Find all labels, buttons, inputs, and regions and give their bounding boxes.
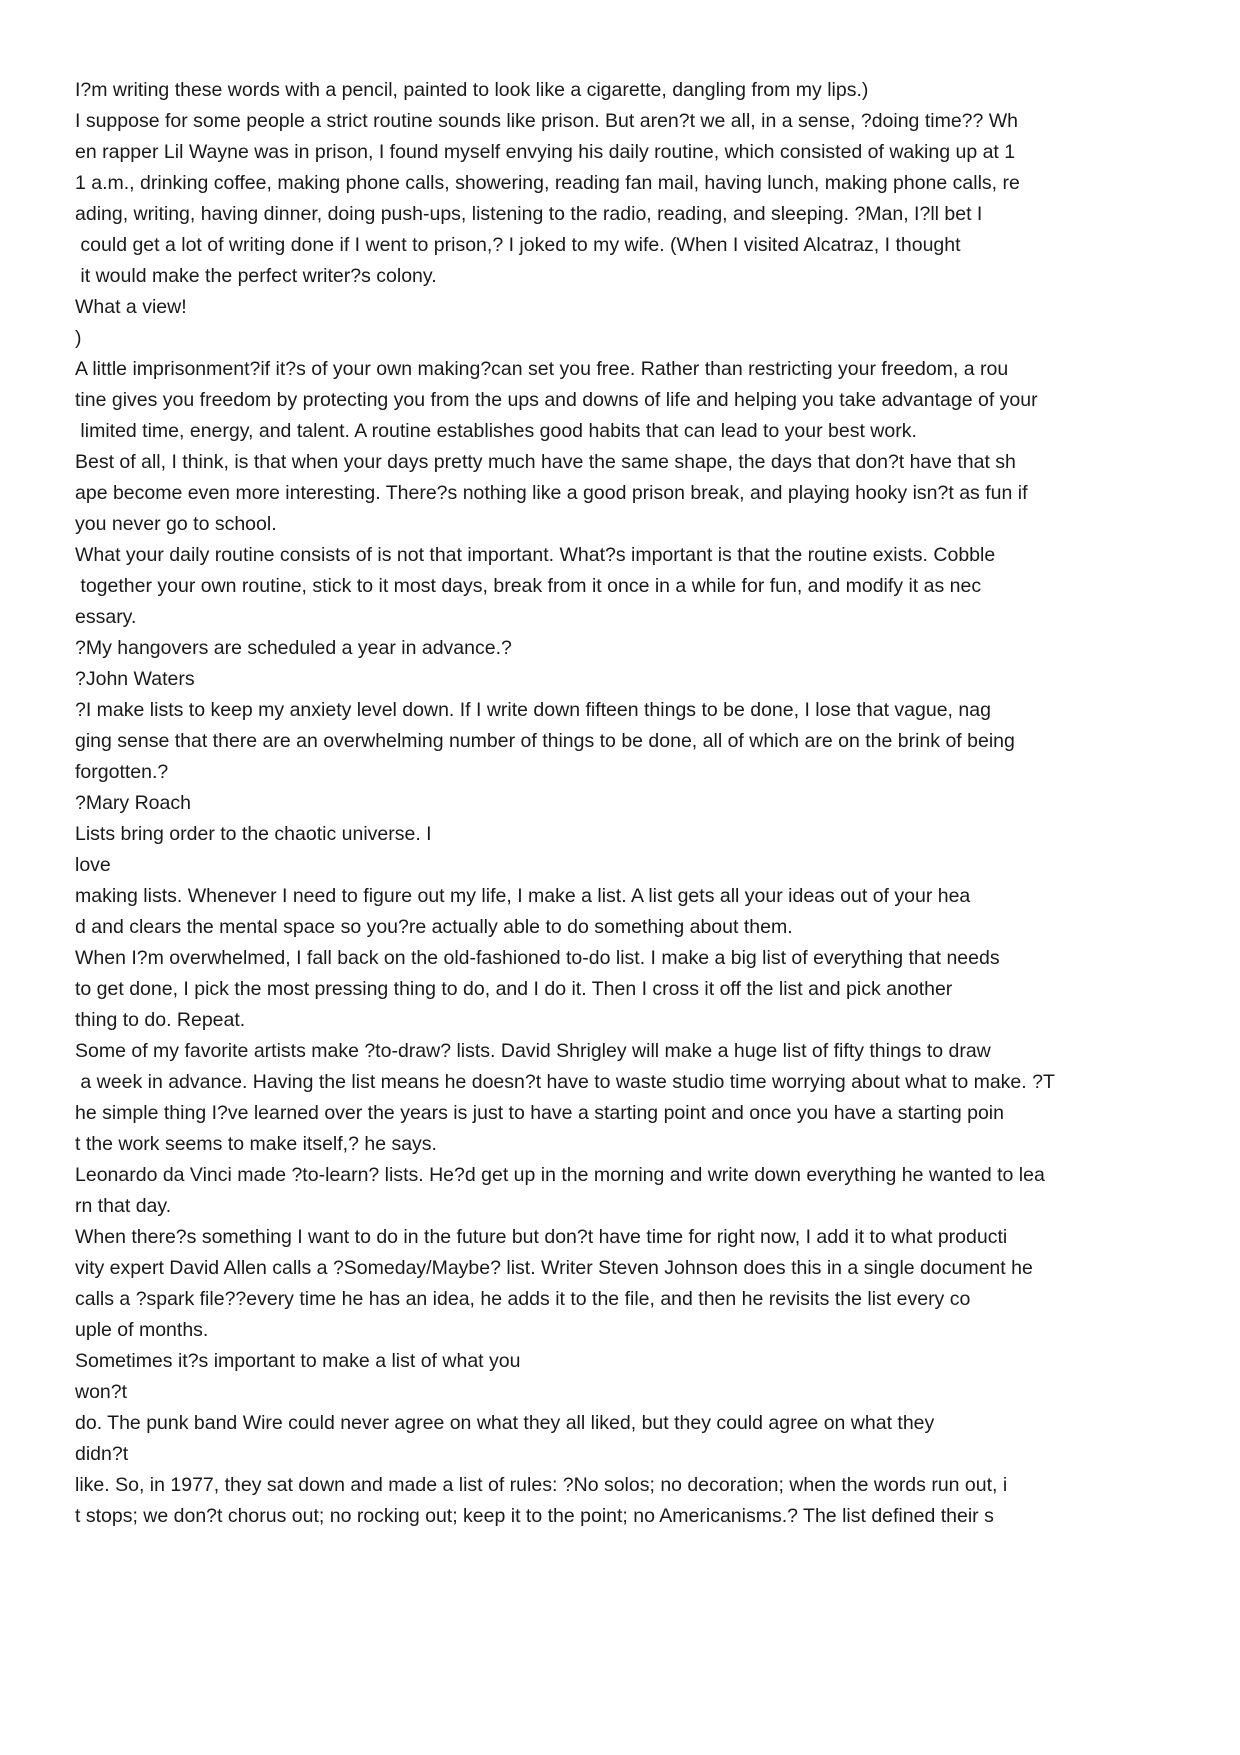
text-line: What a view! [75, 296, 187, 318]
text-line: What your daily routine consists of is not that important. What?s important is that the routine exists. Cobble [75, 544, 996, 566]
text-line: Lists bring order to the chaotic universe. I [75, 823, 432, 845]
text-line: ?I make lists to keep my anxiety level down. If I write down fifteen things to be done, I lose that vague, nag [75, 699, 991, 721]
text-line: t the work seems to make itself,? he says. [75, 1133, 437, 1155]
text-line: I suppose for some people a strict routine sounds like prison. But aren?t we all, in a sense, ?doing time?? Wh [75, 110, 1019, 132]
text-line: limited time, energy, and talent. A routine establishes good habits that can lead to your best work. [75, 420, 917, 442]
body-text [75, 75, 1205, 1563]
text-line: ading, writing, having dinner, doing push-ups, listening to the radio, reading, and sleeping. ?Man, I?ll bet I [75, 203, 983, 225]
text-line [75, 1532, 1205, 1563]
text-line: en rapper Lil Wayne was in prison, I found myself envying his daily routine, which consisted of waking up at 1 [75, 141, 1016, 163]
text-line: d and clears the mental space so you?re actually able to do something about them. [75, 916, 793, 938]
text-line: A little imprisonment?if it?s of your own making?can set you free. Rather than restricting your freedom, a rou [75, 358, 1009, 380]
text-line: ) [75, 327, 82, 349]
text-line: thing to do. Repeat. [75, 1009, 246, 1031]
text-line: Sometimes it?s important to make a list of what you [75, 1350, 521, 1372]
text-line: 1 a.m., drinking coffee, making phone calls, showering, reading fan mail, having lunch, making phone calls, re [75, 172, 1020, 194]
text-line: ?Mary Roach [75, 792, 191, 814]
text-line: like. So, in 1977, they sat down and made a list of rules: ?No solos; no decoration; when the words run out, i [75, 1474, 1008, 1496]
text-line: to get done, I pick the most pressing thing to do, and I do it. Then I cross it off the list and pick another [75, 978, 953, 1000]
text-line: together your own routine, stick to it most days, break from it once in a while for fun, and modify it as nec [75, 575, 982, 597]
text-line: tine gives you freedom by protecting you from the ups and downs of life and helping you take advantage of your [75, 389, 1038, 411]
text-line: it would make the perfect writer?s colony. [75, 265, 437, 287]
text-line: I?m writing these words with a pencil, painted to look like a cigarette, dangling from my lips.) [75, 79, 869, 101]
text-line: When I?m overwhelmed, I fall back on the old-fashioned to-do list. I make a big list of everything that needs [75, 947, 1000, 969]
text-line: didn?t [75, 1443, 129, 1465]
text-line: rn that day. [75, 1195, 172, 1217]
text-line: When there?s something I want to do in the future but don?t have time for right now, I add it to what producti [75, 1226, 1008, 1248]
text-line: forgotten.? [75, 761, 169, 783]
text-line: Best of all, I think, is that when your days pretty much have the same shape, the days that don?t have that sh [75, 451, 1016, 473]
text-line: Some of my favorite artists make ?to-draw? lists. David Shrigley will make a huge list of fifty things to draw [75, 1040, 991, 1062]
text-line: uple of months. [75, 1319, 209, 1341]
text-line: do. The punk band Wire could never agree on what they all liked, but they could agree on what they [75, 1412, 935, 1434]
text-line: making lists. Whenever I need to figure out my life, I make a list. A list gets all your ideas out of your hea [75, 885, 971, 907]
text-line: calls a ?spark file??every time he has an idea, he adds it to the file, and then he revisits the list every co [75, 1288, 971, 1310]
text-line: essary. [75, 606, 137, 628]
text-line: he simple thing I?ve learned over the years is just to have a starting point and once you have a starting poin [75, 1102, 1004, 1124]
text-line: Leonardo da Vinci made ?to-learn? lists. He?d get up in the morning and write down everything he wanted to lea [75, 1164, 1045, 1186]
text-line: a week in advance. Having the list means he doesn?t have to waste studio time worrying about what to make. ?T [75, 1071, 1055, 1093]
text-line: you never go to school. [75, 513, 277, 535]
text-line: ?My hangovers are scheduled a year in advance.? [75, 637, 512, 659]
text-line: could get a lot of writing done if I went to prison,? I joked to my wife. (When I visited Alcatraz, I thought [75, 234, 961, 256]
text-line: ape become even more interesting. There?s nothing like a good prison break, and playing hooky isn?t as fun if [75, 482, 1028, 504]
text-line: won?t [75, 1381, 128, 1403]
text-line: ging sense that there are an overwhelming number of things to be done, all of which are on the brink of being [75, 730, 1015, 752]
text-line: ?John Waters [75, 668, 195, 690]
text-line: vity expert David Allen calls a ?Someday/Maybe? list. Writer Steven Johnson does this in a single document he [75, 1257, 1033, 1279]
text-line: t stops; we don?t chorus out; no rocking out; keep it to the point; no Americanisms.? The list defined their s [75, 1505, 994, 1527]
text-line: love [75, 854, 111, 876]
